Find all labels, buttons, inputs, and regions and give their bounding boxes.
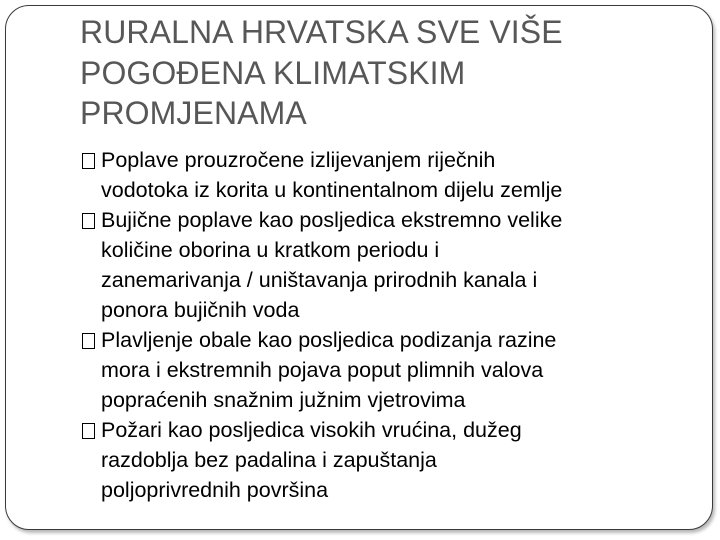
bullet-text-line: Plavljenje obale kao posljedica podizanja razine	[101, 328, 557, 352]
bullet-box-icon	[82, 153, 95, 169]
bullet-text-line: Poplave prouzročene izlijevanjem riječnih	[101, 148, 496, 172]
bullet-text-line: mora i ekstremnih pojava poput plimnih valova	[101, 358, 544, 382]
bullet-text-line: količine oborina u kratkom periodu i	[101, 238, 440, 262]
bullet-item	[80, 145, 680, 205]
title-line: PROMJENAMA	[80, 95, 307, 131]
bullet-text-line: Požari kao posljedica visokih vrućina, dužeg	[101, 418, 522, 442]
bullet-item	[80, 415, 680, 505]
bullet-box-icon	[82, 423, 95, 439]
bullet-item	[80, 205, 680, 325]
bullet-text-line: poljoprivrednih površina	[101, 478, 329, 502]
title-line: POGOĐENA KLIMATSKIM	[80, 54, 466, 91]
title-line: RURALNA HRVATSKA SVE VIŠE	[80, 14, 563, 50]
bullet-text-line: vodotoka iz korita u kontinentalnom dijelu zemlje	[101, 178, 563, 202]
bullet-box-icon	[82, 333, 95, 349]
bullet-text-line: ponora bujičnih voda	[101, 298, 300, 322]
bullet-box-icon	[82, 213, 95, 229]
slide-title	[80, 12, 680, 134]
bullet-list	[80, 145, 680, 505]
bullet-item	[80, 325, 680, 415]
bullet-text-line: zanemarivanja / uništavanja prirodnih kanala i	[101, 268, 538, 292]
bullet-text-line: Bujične poplave kao posljedica ekstremno velike	[101, 208, 563, 232]
bullet-text-line: razdoblja bez padalina i zapuštanja	[101, 448, 437, 472]
bullet-text-line: popraćenih snažnim južnim vjetrovima	[101, 388, 466, 412]
